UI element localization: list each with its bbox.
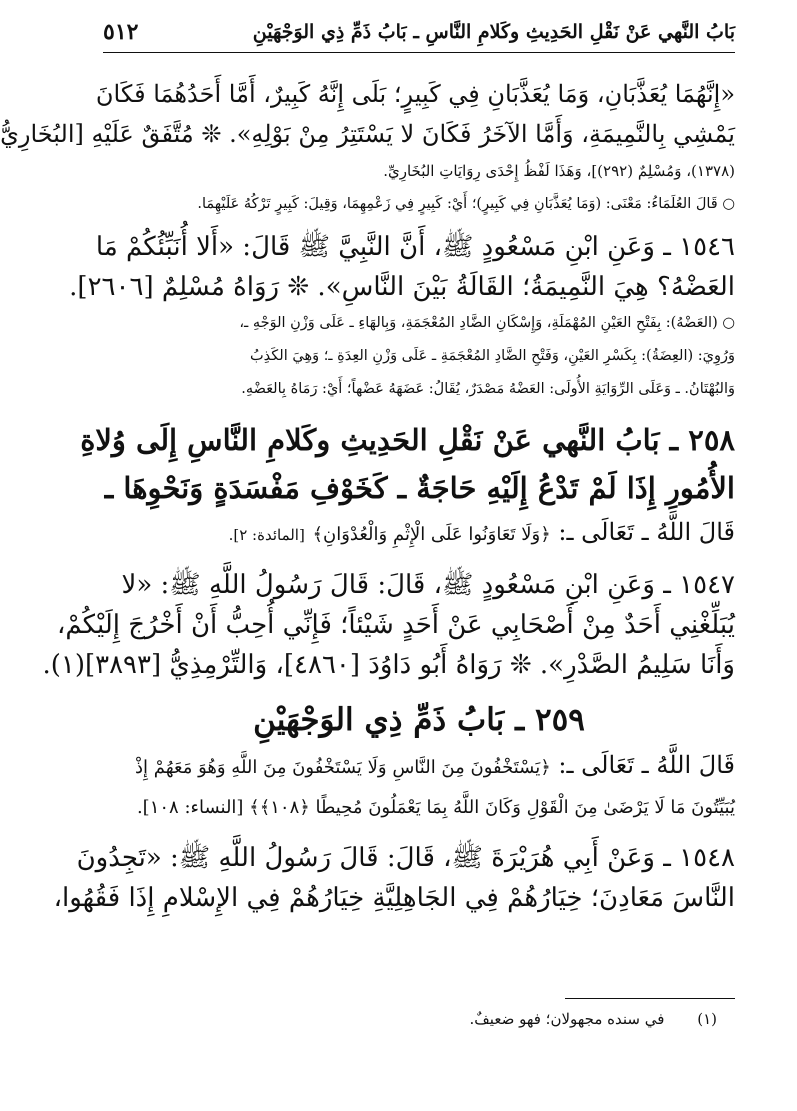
running-title: بَابُ النَّهي عَنْ نَقْلِ الحَدِيثِ وكَلامِ النَّاسِ ـ بَابُ ذَمِّ ذِي الوَجْهَيْنِ xyxy=(252,21,735,43)
explanation-note-line: ○ (العَضْهُ): بِفَتْحِ العَيْنِ المُهْمَلَةِ، وَإِسْكَانِ الضَّادِ المُعْجَمَةِ، وَبِالهَاءِ ـ عَلَى وَزْنِ الوَجْهِ ـ، xyxy=(239,315,735,331)
hadith-text-line: «إِنَّهُمَا يُعَذَّبَانِ، وَمَا يُعَذَّبَانِ فِي كَبِيرٍ؛ بَلَى إِنَّهُ كَبِيرٌ، أَمَّا أَحَدُهُمَا فَكَانَ xyxy=(95,80,735,108)
quran-quote-258 xyxy=(103,512,735,555)
quran-verse: ﴿يَسْتَخْفُونَ مِنَ النَّاسِ وَلَا يَسْتَخْفُونَ مِنَ اللَّهِ وَهُوَ مَعَهُمْ إِذْ xyxy=(135,757,551,778)
quote-intro: قَالَ اللَّهُ ـ تَعَالَى ـ: xyxy=(558,518,735,546)
chapter-258-title-line: الأُمُورِ إِذَا لَمْ تَدْعُ إِلَيْهِ حَاجَةٌ ـ كَخَوْفِ مَفْسَدَةٍ وَنَحْوِهَا ـ xyxy=(104,471,735,505)
quran-quote-259-line xyxy=(103,745,735,788)
footnote-separator xyxy=(565,998,735,999)
hadith-text-line: يَمْشِي بِالنَّمِيمَةِ، وَأَمَّا الآخَرُ فَكَانَ لا يَسْتَتِرُ مِنْ بَوْلِهِ». ❊ مُتَّفَقٌ عَلَيْهِ [البُخَارِيُّ xyxy=(0,120,735,148)
hadith-1548-line: النَّاسَ مَعَادِنَ؛ خِيَارُهُمْ فِي الجَاهِلِيَّةِ خِيَارُهُمْ فِي الإِسْلامِ إِذَا فَقُهُوا، xyxy=(53,883,735,913)
hadith-1546-line: ١٥٤٦ ـ وَعَنِ ابْنِ مَسْعُودٍ ﷺ، أَنَّ النَّبِيَّ ﷺ قَالَ: «أَلا أُنَبِّئُكُمْ مَا xyxy=(95,232,735,262)
footnote-text: في سنده مجهولان؛ فهو ضعيفٌ. xyxy=(469,1010,665,1028)
verse-reference: [المائدة: ٢]. xyxy=(228,526,305,544)
quote-intro: قَالَ اللَّهُ ـ تَعَالَى ـ: xyxy=(558,751,735,779)
footnote xyxy=(470,1010,717,1028)
page-number: ٥١٢ xyxy=(103,19,139,45)
hadith-source-line: (١٣٧٨)، وَمُسْلِمٌ (٢٩٢)]، وَهَذَا لَفْظُ إِحْدَى رِوَايَاتِ البُخَارِيِّ. xyxy=(383,162,735,180)
hadith-1547-line: وَأَنَا سَلِيمُ الصَّدْرِ». ❊ رَوَاهُ أَبُو دَاوُدَ [٤٨٦٠]، وَالتِّرْمِذِيُّ [٣٨٩٣](١). xyxy=(42,650,735,680)
page-body xyxy=(0,74,735,918)
hadith-1547-line: ١٥٤٧ ـ وَعَنِ ابْنِ مَسْعُودٍ ﷺ، قَالَ: قَالَ رَسُولُ اللَّهِ ﷺ: «لا xyxy=(121,570,735,600)
hadith-1547-line: يُبَلِّغْنِي أَحَدٌ مِنْ أَصْحَابِي عَنْ أَحَدٍ شَيْئاً؛ فَإِنِّي أُحِبُّ أَنْ أَخْرُجَ إِلَيْكُمْ، xyxy=(56,610,735,640)
quran-verse: ﴿وَلَا تَعَاوَنُوا عَلَى الْإِثْمِ وَالْعُدْوَانِ﴾ xyxy=(312,524,551,545)
quran-quote-259-line: يُبَيِّتُونَ مَا لَا يَرْضَىٰ مِنَ الْقَوْلِ وَكَانَ اللَّهُ بِمَا يَعْمَلُونَ مُحِيطًا ﴿١٠٨﴾﴾ [النساء: ١٠٨]. xyxy=(136,797,735,818)
explanation-note-line: وَالبُهْتَانُ. ـ وَعَلَى الرِّوَايَةِ الأُولَى: العَضْهُ مَصْدَرٌ، يُقَالُ: عَضَهَهُ عَضْهاً؛ أَيْ: رَمَاهُ بِالعَضْهِ. xyxy=(241,381,735,397)
chapter-259-title: ٢٥٩ ـ بَابُ ذَمِّ ذِي الوَجْهَيْنِ xyxy=(253,702,585,738)
scholar-note: ○ قَالَ العُلَمَاءُ: مَعْنَى: (وَمَا يُعَذَّبَانِ فِي كَبِيرٍ)؛ أَيْ: كَبِيرٍ فِي زَعْمِهِمَا، وَقِيلَ: كَبِيرٍ تَرْكُهُ عَلَيْهِمَا. xyxy=(197,196,735,212)
footnote-number: (١) xyxy=(697,1010,717,1028)
hadith-1548-line: ١٥٤٨ ـ وَعَنْ أَبِي هُرَيْرَةَ ﷺ، قَالَ: قَالَ رَسُولُ اللَّهِ ﷺ: «تَجِدُونَ xyxy=(76,843,735,873)
page-header xyxy=(103,12,735,53)
explanation-note-line: وَرُوِيَ: (العِضَةُ): بِكَسْرِ العَيْنِ، وَفَتْحِ الضَّادِ المُعْجَمَةِ ـ عَلَى وَزْنِ العِدَةِ ـ؛ وَهِيَ الكَذِبُ xyxy=(250,348,735,364)
chapter-258-title-line: ٢٥٨ ـ بَابُ النَّهي عَنْ نَقْلِ الحَدِيثِ وكَلامِ النَّاسِ إِلَى وُلاةِ xyxy=(80,423,735,457)
hadith-1546-line: العَضْهُ؟ هِيَ النَّمِيمَةُ؛ القَالَةُ بَيْنَ النَّاسِ». ❊ رَوَاهُ مُسْلِمٌ [٢٦٠٦]. xyxy=(69,272,735,302)
